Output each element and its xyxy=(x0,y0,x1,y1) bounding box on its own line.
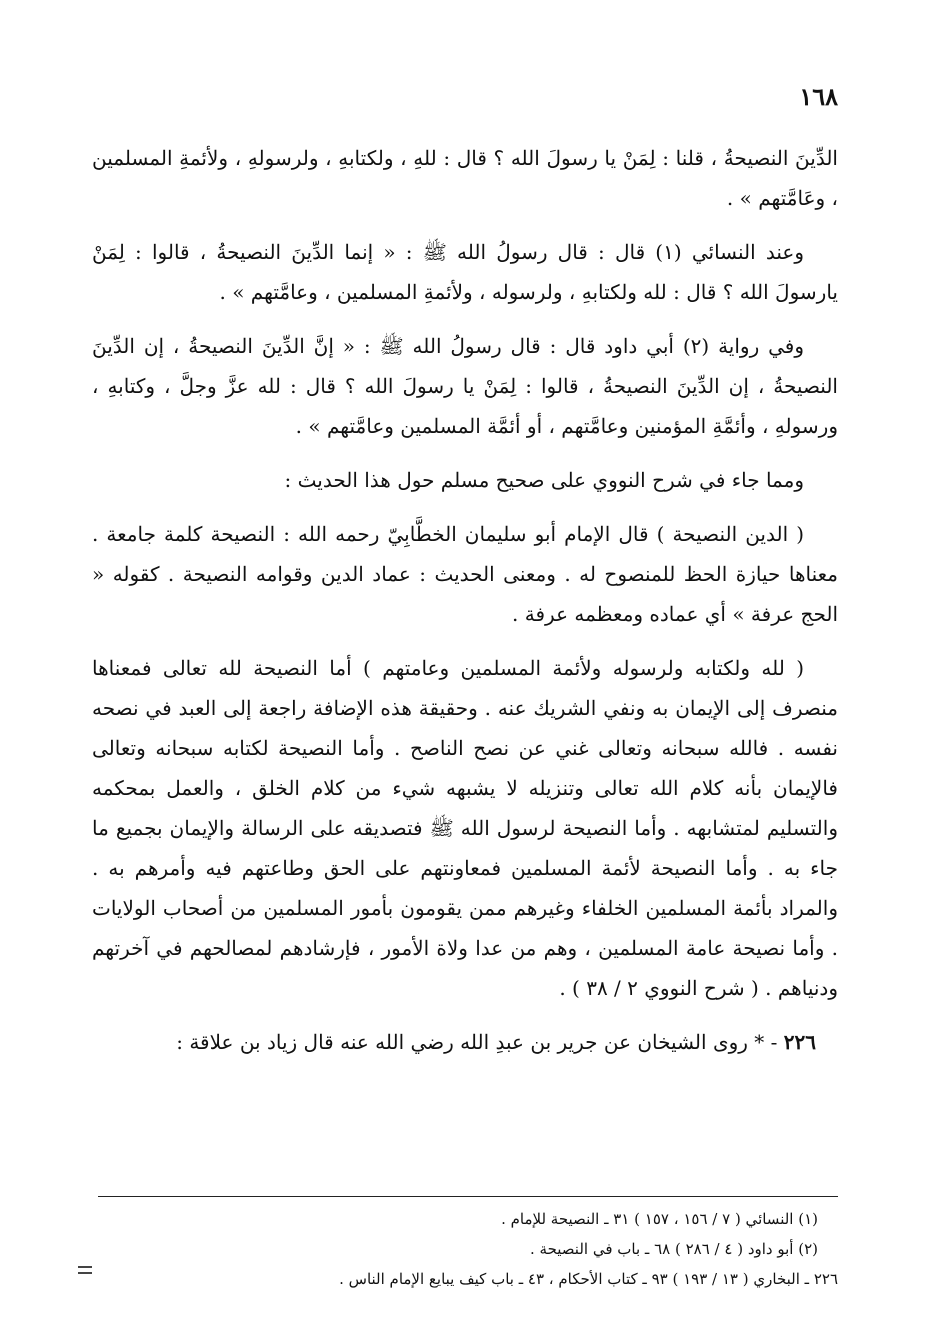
paragraph-nawawi-definition: ( الدين النصيحة ) قال الإمام أبو سليمان الخطَّابِيّ رحمه الله : النصيحة كلمة جامعة . معناها حيازة الحظ للمنصوح له . ومعنى الحديث : عماد الدين وقوامه النصيحة . كقوله « الحج عرفة » أي عماده ومعظمه عرفة . xyxy=(92,522,838,626)
paragraph-nawawi-explanation: ( لله ولكتابه ولرسوله ولأئمة المسلمين وعامتهم ) أما النصيحة لله تعالى فمعناها منصرف إلى الإيمان به ونفي الشريك عنه . وحقيقة هذه الإضافة راجعة إلى العبد في نصحه نفسه . فالله سبحانه وتعالى غني عن نصح الناصح . وأما النصيحة لكتابه سبحانه وتعالى فالإيمان بأنه كلام الله تعالى وتنزيله لا يشبهه شيء من كلام الخلق ، والعمل بمحكمه والتسليم لمتشابهه . وأما النصيحة لرسول الله ﷺ فتصديقه على الرسالة والإيمان بجميع ما جاء به . وأما النصيحة لأئمة المسلمين فمعاونتهم على الحق وطاعتهم فيه وأمرهم به . والمراد بأئمة المسلمين الخلفاء وغيرهم ممن يقومون بأمور المسلمين من أصحاب الولايات . وأما نصيحة عامة المسلمين ، وهم من عدا ولاة الأمور ، فإرشادهم لمصالحهم في آخرتهم ودنياهم . ( شرح النووي ٢ / ٣٨ ) . xyxy=(92,656,839,1000)
page-number: ١٦٨ xyxy=(799,82,838,111)
margin-mark xyxy=(78,1266,92,1274)
footnote-1: (١) النسائي ( ٧ / ١٥٦ ، ١٥٧ ) ٣١ ـ النصيحة للإمام . xyxy=(501,1210,818,1228)
footnote-2: (٢) أبو داود ( ٤ / ٢٨٦ ) ٦٨ ـ باب في النصيحة . xyxy=(530,1240,818,1258)
paragraph-hadith-continuation: الدِّينَ النصيحةُ ، قلنا : لِمَنْ يا رسولَ الله ؟ قال : للهِ ، ولكتابهِ ، ولرسولهِ ، ولأئمةِ المسلمين ، وعَامَّتهم » . xyxy=(92,146,838,210)
paragraph-abu-dawud-narration: وفي رواية (٢) أبي داود قال : قال رسولُ الله ﷺ : « إنَّ الدِّينَ النصيحةُ ، إن الدِّينَ النصيحةُ ، إن الدِّينَ النصيحةُ ، قالوا : لِمَنْ يا رسولَ الله ؟ قال : لله عزَّ وجلَّ ، وكتابهِ ، ورسولهِ ، وأئمَّةِ المؤمنين وعامَّتهم ، أو أئمَّة المسلمين وعامَّتهم » . xyxy=(92,334,838,438)
paragraph-nawawi-intro: ومما جاء في شرح النووي على صحيح مسلم حول هذا الحديث : xyxy=(284,468,804,492)
footnotes xyxy=(92,1204,838,1294)
footnote-hadith-source: ٢٢٦ ـ البخاري ( ١٣ / ١٩٣ ) ٩٣ ـ كتاب الأحكام ، ٤٣ ـ باب كيف يبايع الإمام الناس . xyxy=(339,1270,838,1288)
footnote-divider xyxy=(98,1196,838,1197)
hadith-text: روى الشيخان عن جرير بن عبدِ الله رضي الله عنه قال زياد بن علاقة : xyxy=(176,1030,748,1054)
hadith-marker: - * xyxy=(754,1030,778,1054)
hadith-number: ٢٢٦ xyxy=(783,1030,816,1054)
main-text xyxy=(92,138,838,1062)
paragraph-nasai-narration: وعند النسائي (١) قال : قال رسولُ الله ﷺ : « إنما الدِّينَ النصيحةُ ، قالوا : لِمَنْ يارسولَ الله ؟ قال : لله ولكتابهِ ، ولرسوله ، ولأئمةِ المسلمين ، وعامَّتهم » . xyxy=(92,240,838,304)
hadith-entry xyxy=(92,1022,838,1062)
